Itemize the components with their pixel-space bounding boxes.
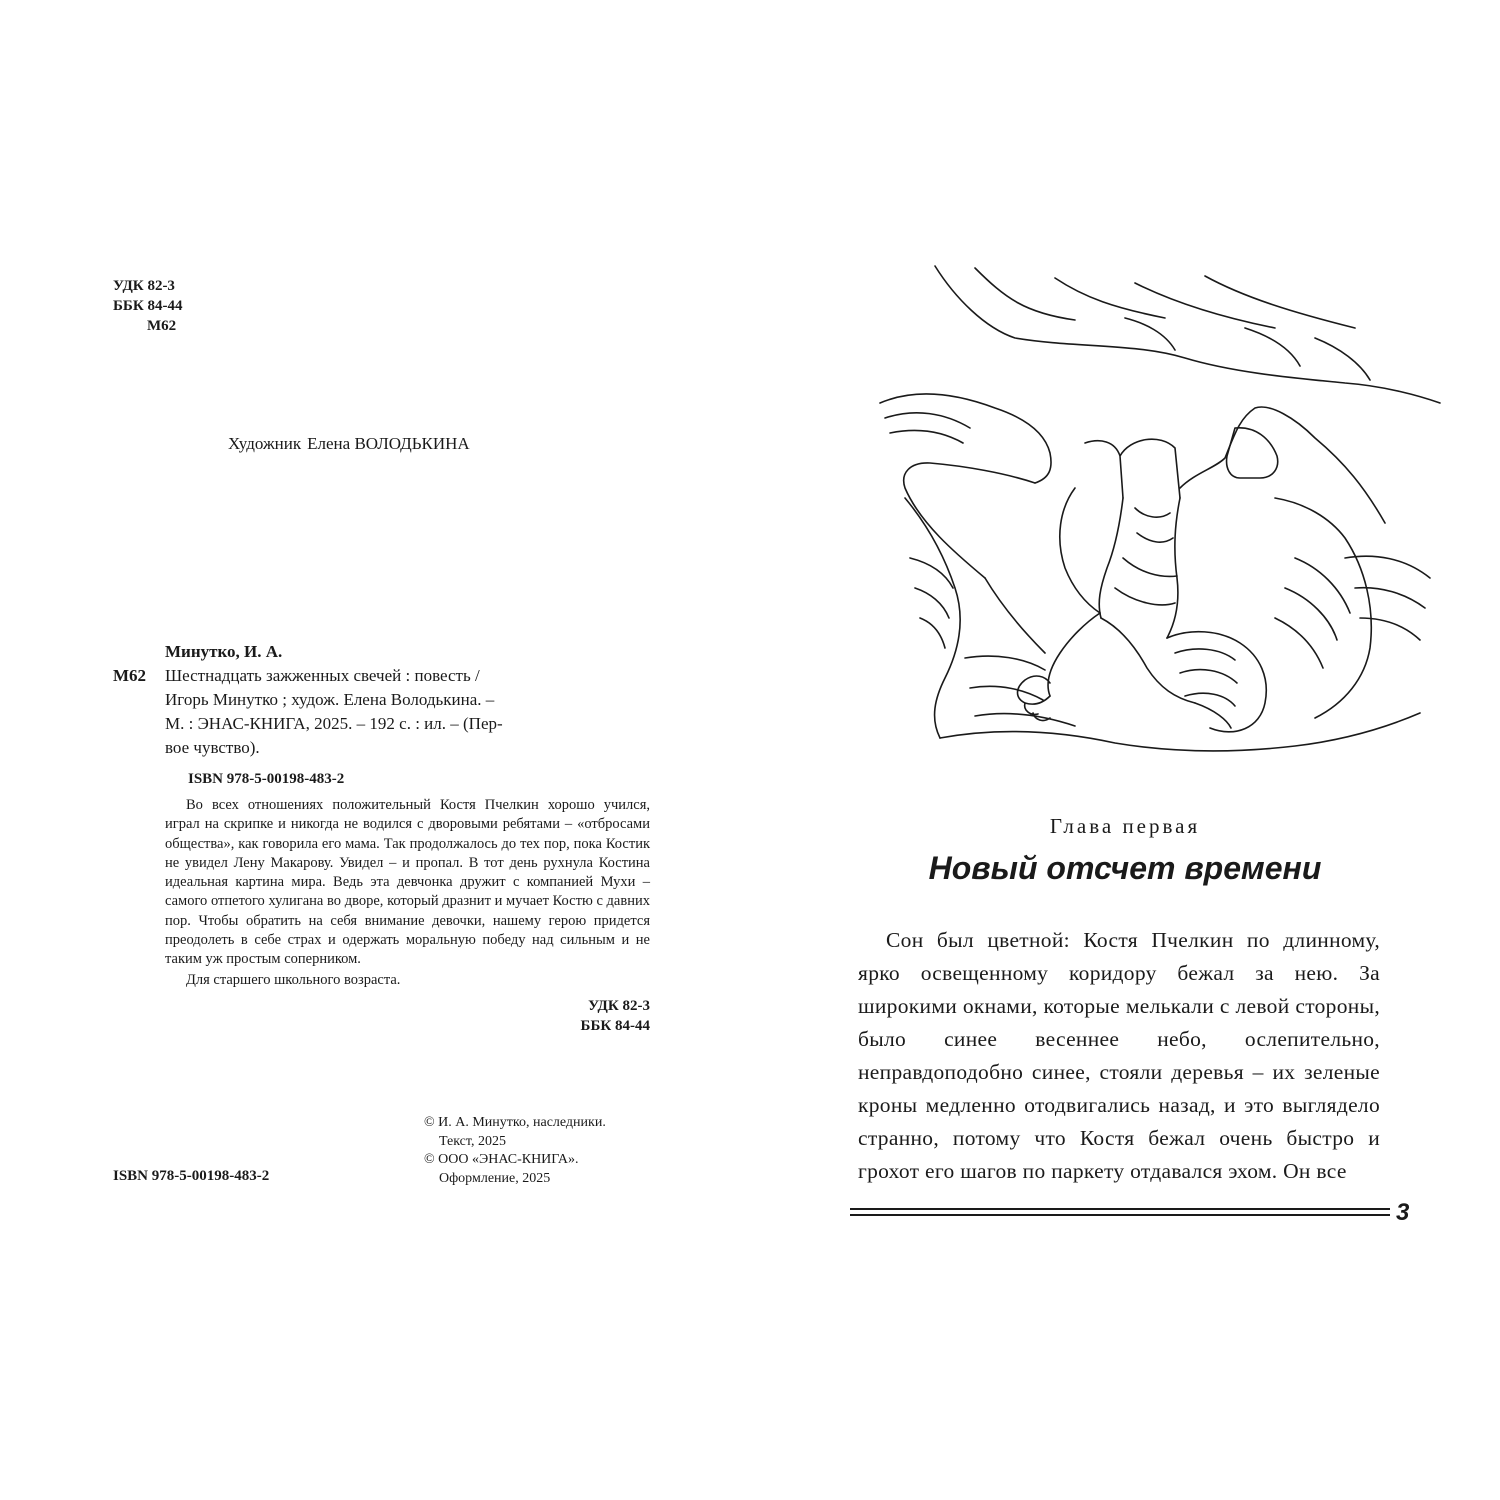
artist-label: Художник xyxy=(228,434,302,453)
artist-name: Елена ВОЛОДЬКИНА xyxy=(307,434,470,453)
copyright-notices xyxy=(424,1114,606,1188)
entry-cipher: М62 xyxy=(113,666,147,685)
catalog-card xyxy=(113,640,650,1036)
author-heading: Минутко, И. А. xyxy=(165,642,283,661)
footer-rule-line xyxy=(850,1208,1390,1210)
bib-line: Шестнадцать зажженных свечей : повесть / xyxy=(165,666,480,685)
bbk-code: ББК 84-44 xyxy=(113,298,183,314)
bib-line: Игорь Минутко ; худож. Елена Володькина. – xyxy=(165,690,495,709)
body-paragraph: Сон был цветной: Костя Пчелкин по длинному, ярко освещенному коридору бежал за нею. За широкими окнами, которые мелькали с левой стороны, было синее весеннее небо, ослепительно, неправдоподобно синее, стояли деревья – их зеленые кроны медленно отодвигались назад, и это выглядело странно, потому что Костя бежал очень быстро и грохот его шагов по паркету отдавался эхом. Он все xyxy=(858,928,1380,1183)
artist-credit xyxy=(228,434,470,454)
copyright-text-first: © И. А. Минутко, наследники. xyxy=(424,1115,606,1130)
chapter-label: Глава первая xyxy=(1049,814,1201,838)
isbn-line: ISBN 978-5-00198-483-2 xyxy=(188,771,345,787)
classification-codes xyxy=(113,276,182,336)
card-udk: УДК 82-3 xyxy=(588,997,650,1014)
udk-code: УДК 82-3 xyxy=(113,278,175,294)
sleeping-boy-illustration xyxy=(875,258,1445,758)
audience-note: Для старшего школьного возраста. xyxy=(186,971,401,988)
bibliographic-entry xyxy=(113,664,650,760)
copyright-text-second: Текст, 2025 xyxy=(439,1133,506,1149)
author-cipher: М62 xyxy=(147,318,177,334)
chapter-body xyxy=(858,924,1380,1188)
footer-rule-line xyxy=(850,1214,1390,1216)
card-bbk: ББК 84-44 xyxy=(580,1017,650,1034)
copyright-design-second: Оформление, 2025 xyxy=(439,1170,551,1186)
isbn-bottom: ISBN 978-5-00198-483-2 xyxy=(113,1168,270,1184)
annotation xyxy=(165,796,650,990)
card-codes xyxy=(113,996,650,1036)
chapter-page xyxy=(750,0,1500,1500)
chapter-title: Новый отсчет времени xyxy=(928,850,1322,886)
footer-rule xyxy=(850,1208,1390,1218)
annotation-text: Во всех отношениях положительный Костя Пчелкин хорошо учился, играл на скрипке и никогда не водился с дворовыми ребятами – «отбросами общества», как говорила его мама. Так продолжалось до тех пор, пока Костик не увидел Лену Макарову. Увидел – и пропал. В тот день рухнула Костина идеальная картина мира. Ведь эта девчонка дружит с компанией Мухи – самого отпетого хулигана во дворе, который дразнит и мучает Костю с давних пор. Чтобы обратить на себя внимание девочки, нашему герою придется преодолеть в себе страх и одержать моральную победу над сильным и не таким уж простым соперником. xyxy=(165,797,650,968)
page-number: 3 xyxy=(1396,1199,1410,1226)
bib-line: М. : ЭНАС-КНИГА, 2025. – 192 с. : ил. – (Пер- xyxy=(165,714,503,733)
bib-line: вое чувство). xyxy=(165,738,260,757)
copyright-design-first: © ООО «ЭНАС-КНИГА». xyxy=(424,1152,579,1167)
